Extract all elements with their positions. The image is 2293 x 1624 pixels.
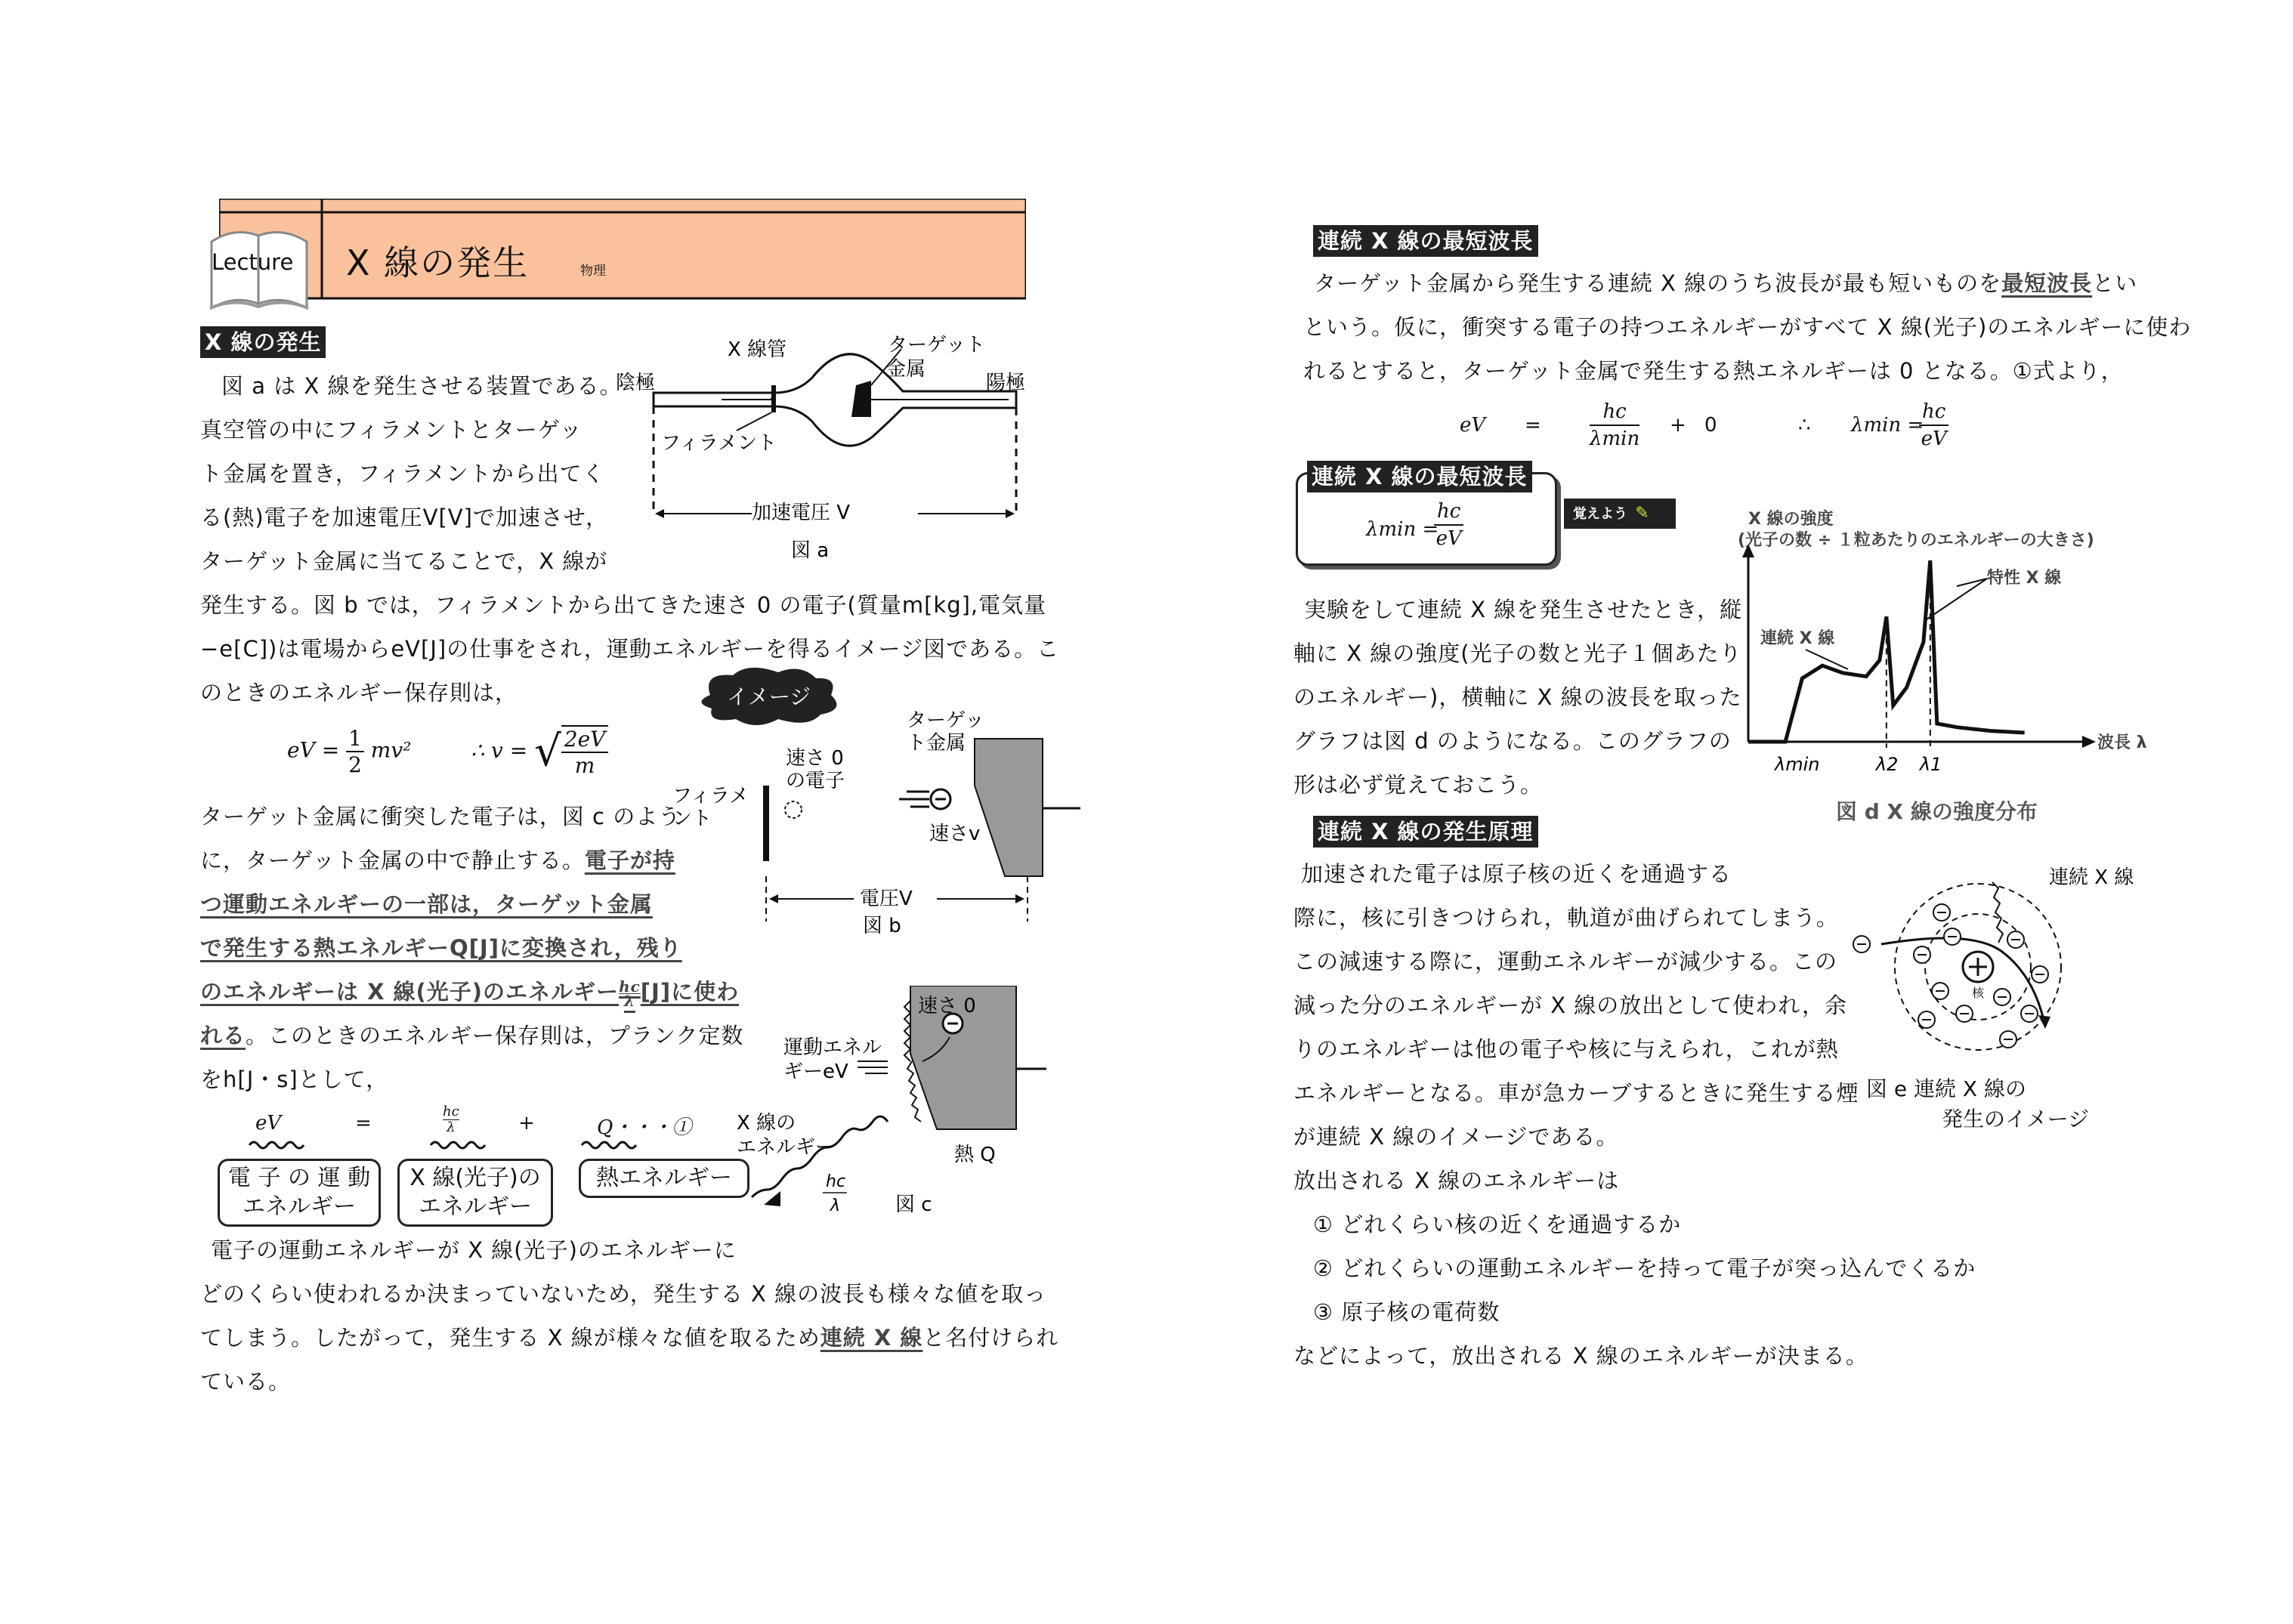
collision-highlight-line: のエネルギーは X 線(光子)のエネルギー (200, 979, 620, 1005)
box-photon-energy (397, 1159, 553, 1227)
eq3-rhs-den: eV (1921, 428, 1947, 450)
figure-a-caption: 図 a (791, 539, 830, 562)
collision-highlight: 電子が持 (584, 848, 675, 873)
label-voltage: 電圧V (860, 888, 913, 910)
formula-box-lhs: λmin = (1366, 518, 1439, 541)
collision-highlight: れる (200, 1023, 246, 1048)
label-voltage: 加速電圧 V (752, 502, 851, 524)
label-anode: 陽極 (986, 372, 1026, 394)
eq2-lambda: λ (447, 1119, 456, 1135)
intro-line: 発生する。図 b では，フィラメントから出てきた速さ 0 の電子(質量m[kg],電気量 (200, 592, 1047, 618)
closing-line: などによって，放出される X 線のエネルギーが決まる。 (1293, 1343, 1868, 1369)
collision-line: 。このときのエネルギー保存則は，プランク定数 (246, 1023, 744, 1048)
label-xray-energy-2: エネルギー (737, 1136, 836, 1159)
p2-line: 形は必ず覚えておこう。 (1293, 772, 1544, 798)
collision-highlight-line: で発生する熱エネルギーQ[J]に変換され，残り (200, 935, 682, 961)
section-header-xray: X 線の発生 (200, 326, 326, 358)
image-cloud-label: イメージ (727, 684, 811, 709)
eq2-hc: hc (443, 1104, 459, 1119)
tail-line: てしまう。したがって，発生する X 線が様々な値を取るため (200, 1325, 820, 1351)
p3-line: この減速する際に，運動エネルギーが減少する。この (1293, 949, 1838, 974)
figure-c-caption: 図 c (895, 1193, 932, 1216)
p1-line: という。仮に，衝突する電子の持つエネルギーがすべて X 線(光子)のエネルギーに使わ (1303, 314, 2192, 340)
p3-line: 際に，核に引きつけられ，軌道が曲げられてしまう。 (1293, 905, 1839, 931)
label-filament: フィラメント (661, 432, 777, 455)
figure-e-caption (1866, 1074, 2089, 1135)
p3-line: エネルギーとなる。車が急カーブするときに発生する煙 (1293, 1080, 1859, 1106)
eq1-frac-den: 2 (348, 752, 362, 777)
eq1-sqrt-den: m (574, 753, 595, 778)
x-tick-label: λ1 (1919, 754, 1942, 775)
box-kinetic-line2: エネルギー (243, 1193, 356, 1220)
label-lambda: λ (830, 1196, 841, 1215)
box-kinetic-energy (218, 1159, 381, 1227)
pencil-icon: ✎ (1635, 504, 1649, 523)
p2-line: 実験をして連続 X 線を発生させたとき，縦 (1304, 597, 1743, 622)
eq2-eV: eV (255, 1112, 282, 1135)
eq3-rhs (1919, 399, 1948, 452)
chart-ylabel-2: (光子の数 ÷ １粒あたりのエネルギーの大きさ) (1738, 531, 2094, 550)
eq2-equals: = (355, 1112, 372, 1135)
label-target-2: ト金属 (907, 732, 966, 755)
p3-line: りのエネルギーは他の電子や核に与えられ，これが熱 (1293, 1036, 1839, 1062)
label-speed0: 速さ 0 (786, 747, 844, 770)
xray-tube-diagram (616, 332, 1039, 574)
box-photon-line2: エネルギー (419, 1193, 532, 1220)
figure-c (737, 986, 1077, 1230)
label-continuous-xray: 連続 X 線 (2049, 866, 2134, 889)
intro-line: ターゲット金属に当てることで，X 線が (200, 548, 608, 574)
section-header-principle: 連続 X 線の発生原理 (1313, 816, 1538, 848)
intensity-chart (1730, 508, 2153, 825)
list-item: ① どれくらい核の近くを通過するか (1313, 1212, 1682, 1237)
tail-line: 電子の運動エネルギーが X 線(光子)のエネルギーに (211, 1237, 737, 1263)
p3-line: 放出される X 線のエネルギーは (1293, 1168, 1620, 1193)
shortest-paragraph (1303, 261, 2191, 393)
chart-xlabel: 波長 λ (2097, 733, 2147, 752)
chart-title: 図 d X 線の強度分布 (1836, 799, 2038, 824)
p3-line: が連続 X 線のイメージである。 (1293, 1124, 1619, 1150)
page-title: X 線の発生 (346, 242, 530, 283)
label-xray-energy: X 線の (737, 1112, 796, 1135)
label-nucleus: 核 (1972, 986, 1985, 1000)
x-tick-label: λmin (1775, 754, 1820, 775)
collision-line: ターゲット金属に衝突した電子は，図 c のよう (200, 804, 681, 829)
intro-line: のときのエネルギー保存則は， (200, 680, 518, 705)
equation-energy: eV = $\frac{1}{2}$ mv² ∴ v = √ $\frac{2eV}{m}$ (287, 725, 608, 778)
list-item: ② どれくらいの運動エネルギーを持って電子が突っ込んでくるか (1313, 1255, 1976, 1281)
label-target: ターゲッ (907, 709, 984, 732)
tail-line: ている。 (200, 1369, 292, 1394)
eq2-wavy-marks (242, 1138, 725, 1153)
p1-tail: とい (2092, 270, 2138, 296)
label-xray-tube: X 線管 (728, 338, 787, 361)
p2-line: のエネルギー)，横軸に X 線の波長を取った (1293, 684, 1742, 710)
label-speed-v: 速さv (929, 823, 981, 845)
term-shortest-wavelength: 最短波長 (2001, 270, 2093, 296)
x-axis-arrow (2082, 736, 2096, 748)
memo-badge (1564, 499, 1676, 529)
label-kinetic-2: ギーeV (783, 1061, 848, 1083)
eq3-zero: 0 (1704, 414, 1717, 437)
formula-box-num: hc (1434, 499, 1463, 526)
p2-line: グラフは図 d のようになる。このグラフの (1293, 728, 1732, 754)
annotation-continuous: 連続 X 線 (1760, 629, 1835, 648)
intro-line: −e[C])は電場からeV[J]の仕事をされ，運動エネルギーを得るイメージ図である。こ (200, 636, 1060, 662)
section-header-shortest: 連続 X 線の最短波長 (1313, 225, 1538, 257)
label-hc: hc (826, 1172, 846, 1191)
eq3-lmin: λmin (1590, 428, 1640, 450)
eq3-plus: + (1670, 414, 1686, 437)
eq1-frac-num: 1 (346, 726, 364, 752)
tail-line: と名付けられ (922, 1325, 1059, 1351)
tail-paragraph (200, 1228, 1058, 1403)
intro-line: ト金属を置き，フィラメントから出てく (200, 461, 605, 486)
eq3-eV: eV (1460, 414, 1486, 437)
formula-box-den: eV (1435, 527, 1462, 550)
eq3-hc: hc (1590, 399, 1639, 426)
subject-tag: 物理 (580, 264, 606, 279)
term-continuous-xray: 連続 X 線 (820, 1325, 923, 1351)
box-heat-energy: 熱エネルギー (579, 1159, 749, 1198)
collision-highlight-line: つ運動エネルギーの一部は，ターゲット金属 (200, 891, 653, 917)
figure-d-chart (1730, 508, 2153, 828)
label-cathode: 陰極 (616, 372, 656, 394)
eq3-therefore: ∴ (1798, 414, 1811, 437)
formula-box-title: 連続 X 線の最短波長 (1307, 461, 1532, 492)
intro-line: 図 a は X 線を発生させる装置である。 (221, 373, 623, 399)
xray-emission-diagram (737, 986, 1077, 1227)
label-speed0: 速さ 0 (918, 995, 976, 1017)
banner-frame (219, 199, 1026, 300)
figure-e-caption-1: 図 e 連続 X 線の (1866, 1076, 2027, 1101)
box-photon-line1: X 線(光子)の (409, 1165, 541, 1191)
label-kinetic: 運動エネル (783, 1036, 882, 1059)
figure-a (616, 332, 1039, 577)
tail-line: どのくらい使われるか決まっていないため，発生する X 線の波長も様々な値を取っ (200, 1281, 1047, 1307)
list-item: ③ 原子核の電荷数 (1313, 1299, 1500, 1325)
label-filament: フィラメ (672, 785, 749, 807)
eq1-sqrt-num: 2eV (561, 727, 609, 753)
eq2-plus: + (518, 1112, 535, 1135)
eq3-lhs: λmin = (1851, 414, 1924, 437)
eq1-rhs: mv² (370, 737, 412, 763)
eq2-photon (443, 1104, 459, 1135)
label-speed0-2: の電子 (786, 770, 845, 792)
figure-b-caption: 図 b (863, 915, 901, 937)
label-target: ターゲット (888, 334, 985, 357)
p1-line: ターゲット金属から発生する連続 X 線のうち波長が最も短いものを (1314, 270, 2002, 296)
chart-ylabel: X 線の強度 (1748, 510, 1834, 529)
annotation-characteristic: 特性 X 線 (1987, 569, 2062, 588)
memo-label: 覚えよう (1573, 506, 1627, 522)
experiment-paragraph (1293, 588, 1742, 807)
figure-e-caption-2: 発生のイメージ (1942, 1107, 2090, 1132)
eq2-Q: Q・・・① (597, 1116, 692, 1139)
lecture-badge: Lecture (212, 249, 294, 275)
p3-line: 減った分のエネルギーが X 線の放出として使われ，余 (1293, 993, 1848, 1018)
eq1-therefore: ∴ v = (471, 737, 535, 763)
label-heat: 熱 Q (954, 1144, 996, 1166)
label-filament-2: ント (672, 807, 712, 830)
x-tick-label: λ2 (1875, 754, 1899, 775)
p3-line: 加速された電子は原子核の近くを通過する (1301, 861, 1732, 887)
eq3-equals: = (1525, 414, 1541, 437)
p2-line: 軸に X 線の強度(光子の数と光子１個あたり (1293, 641, 1742, 666)
intro-line: 真空管の中にフィラメントとターゲッ (200, 417, 583, 443)
eq3-frac (1590, 399, 1639, 452)
collision-line: をh[J・s]として， (200, 1067, 389, 1092)
lecture-banner (219, 199, 1026, 300)
formula-box-frac (1434, 499, 1463, 551)
eq3-rhs-num: hc (1919, 399, 1948, 426)
collision-highlight: [J]に使わ (640, 979, 740, 1005)
box-kinetic-line1: 電 子 の 運 動 (227, 1165, 371, 1191)
collision-line: に，ターゲット金属の中で静止する。 (200, 848, 585, 873)
eq1-lhs: eV = (287, 737, 347, 763)
p1-line: れるとすると，ターゲット金属で発生する熱エネルギーは 0 となる。①式より， (1303, 358, 2124, 384)
collision-paragraph: ターゲット金属に衝突した電子は，図 c のよう に，ターゲット金属の中で静止する。電子が持 つ運動エネルギーの一部は，ターゲット金属 で発生する熱エネルギーQ[J]に変換され，残り のエネルギーは X 線(光子)のエネルギー $\frac{hc}{\lambda}$ [J]に使わ れる。このときのエネルギー保存則は，プランク定数 をh[J・s]として， (200, 795, 743, 1101)
intro-line: る(熱)電子を加速電圧V[V]で加速させ， (200, 505, 609, 530)
label-metal: 金属 (886, 358, 926, 381)
